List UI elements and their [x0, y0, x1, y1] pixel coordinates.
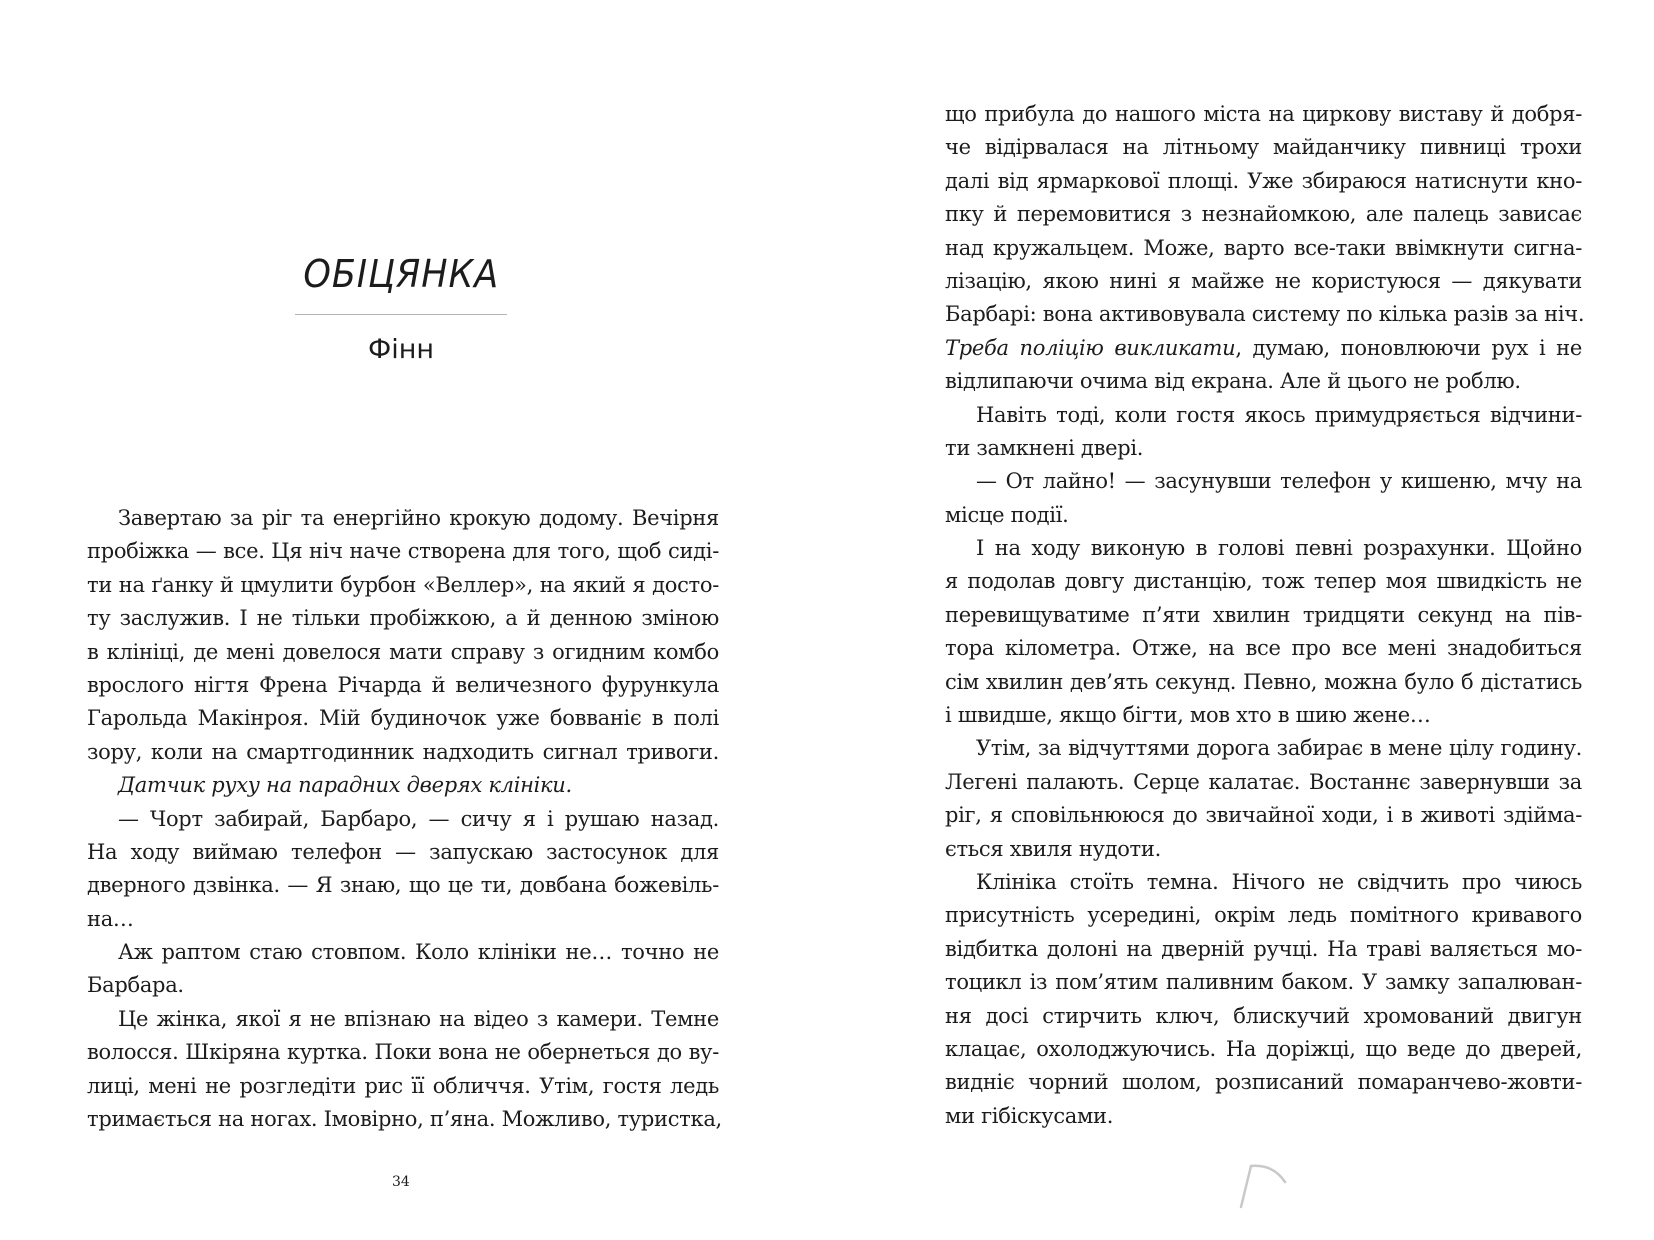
text-line: Датчик руху на парадних дверях клініки. [118, 773, 572, 798]
text-line: Аж раптом стаю стовпом. Коло клініки не… точно не [118, 940, 719, 965]
text-line: над кружальцем. Може, варто все-таки ввімкнути сигна- [945, 235, 1582, 260]
text-line: Це жінка, якої я не впізнаю на відео з камери. Темне [118, 1006, 719, 1031]
text-line: пку й перемовитися з незнайомкою, але палець зависає [945, 202, 1582, 227]
text-line: тримається на ногах. Імовірно, п’яна. Можливо, туристка, [87, 1107, 722, 1132]
text-line: ти замкнені двері. [945, 435, 1144, 460]
text-line: місце події. [945, 502, 1069, 527]
chapter-narrator: Фінн [367, 334, 435, 365]
text-line: І на ходу виконую в голові певні розрахунки. Щойно [976, 536, 1582, 561]
text-line: в клініці, де мені довелося мати справу з огидним комбо [87, 639, 719, 664]
text-line: — От лайно! — засунувши телефон у кишеню, мчу на [976, 469, 1582, 494]
text-line: далі від ярмаркової площі. Уже збираюся натиснути кно- [945, 168, 1582, 193]
text-line: і швидше, якщо бігти, мов хто в шию жене… [945, 703, 1431, 728]
text-line: тоцикл із пом’ятим паливним баком. У замку запалюван- [945, 970, 1582, 995]
text-line: пробіжка — все. Ця ніч наче створена для того, щоб сиді- [87, 539, 719, 564]
text-line: врослого нігтя Френа Річарда й величезного фурункула [87, 672, 719, 697]
text-line: Барбара. [87, 973, 184, 998]
text-line: відлипаючи очима від екрана. Але й цього не роблю. [945, 369, 1521, 394]
text-line: видніє чорний шолом, розписаний помаранчево-жовти- [945, 1070, 1582, 1095]
text-line: че відірвалася на літньому майданчику пивниці трохи [945, 135, 1582, 160]
text-line: Завертаю за ріг та енергійно крокую додому. Вечірня [118, 506, 719, 530]
text-line: ти на ґанку й цмулити бурбон «Веллер», на який я досто- [87, 572, 719, 597]
text-line-mixed [945, 332, 1582, 365]
text-line: що прибула до нашого міста на циркову виставу й добря- [945, 102, 1582, 126]
title-divider [295, 314, 507, 315]
text-line: Клініка стоїть темна. Нічого не свідчить про чиюсь [976, 869, 1582, 894]
text-line: відбитка долоні на дверній ручці. На траві валяється мо- [945, 936, 1582, 961]
text-line: зору, коли на смартгодинник надходить сигнал тривоги. [87, 739, 719, 764]
text-line: я подолав довгу дистанцію, тож тепер моя швидкість не [945, 569, 1582, 594]
page-corner-ornament-icon [1235, 1160, 1295, 1210]
left-page-text [87, 502, 722, 1136]
text-line: перевищуватиме п’яти хвилин тридцяти секунд на пів- [945, 602, 1582, 627]
italic-phrase: Треба поліцію викликати [945, 335, 1236, 360]
page-number: 34 [392, 1174, 410, 1190]
text-line: присутність усередині, окрім ледь помітного кривавого [945, 903, 1582, 928]
text-line: тора кілометра. Отже, на все про все мені знадобиться [945, 636, 1582, 661]
text-line: дверного дзвінка. — Я знаю, що це ти, довбана божевіль- [87, 873, 719, 898]
text-line: сім хвилин дев’ять секунд. Певно, можна було б дістатись [945, 669, 1582, 694]
text-line: на… [87, 906, 134, 931]
text-fragment: , думаю, поновлюючи рух і не [1235, 335, 1583, 360]
text-line: Барбарі: вона активовувала систему по кілька разів за ніч. [945, 302, 1585, 327]
chapter-title: ОБІЦЯНКА [303, 252, 500, 296]
text-line: волосся. Шкіряна куртка. Поки вона не обернеться до ву- [87, 1040, 719, 1065]
text-line: Легені палають. Серце калатає. Востаннє завернувши за [945, 769, 1582, 794]
text-line: ту заслужив. І не тільки пробіжкою, а й денною зміною [87, 606, 719, 631]
text-line: Навіть тоді, коли гостя якось примудряється відчини- [976, 402, 1582, 427]
right-page-text [945, 98, 1585, 1133]
text-line: лізацію, якою нині я майже не користуюся — дякувати [945, 268, 1582, 293]
text-line: ріг, я сповільнююся до звичайної ходи, і в животі здійма- [945, 803, 1582, 828]
text-line: На ходу виймаю телефон — запускаю застосунок для [87, 839, 719, 864]
text-line: Утім, за відчуттями дорога забирає в мене цілу годину. [976, 736, 1582, 761]
text-line: ється хвиля нудоти. [945, 836, 1161, 861]
text-line: клацає, охолоджуючись. На доріжці, що веде до дверей, [945, 1036, 1582, 1061]
text-line: — Чорт забирай, Барбаро, — сичу я і рушаю назад. [118, 806, 719, 831]
text-line: лиці, мені не розгледіти рис її обличчя. Утім, гостя ледь [87, 1073, 719, 1098]
text-line: ми гібіскусами. [945, 1103, 1114, 1128]
right-page [827, 0, 1654, 1240]
text-line: Гарольда Макінроя. Мій будиночок уже бовваніє в полі [87, 706, 719, 731]
text-line: ня досі стирчить ключ, блискучий хромований двигун [945, 1003, 1582, 1028]
